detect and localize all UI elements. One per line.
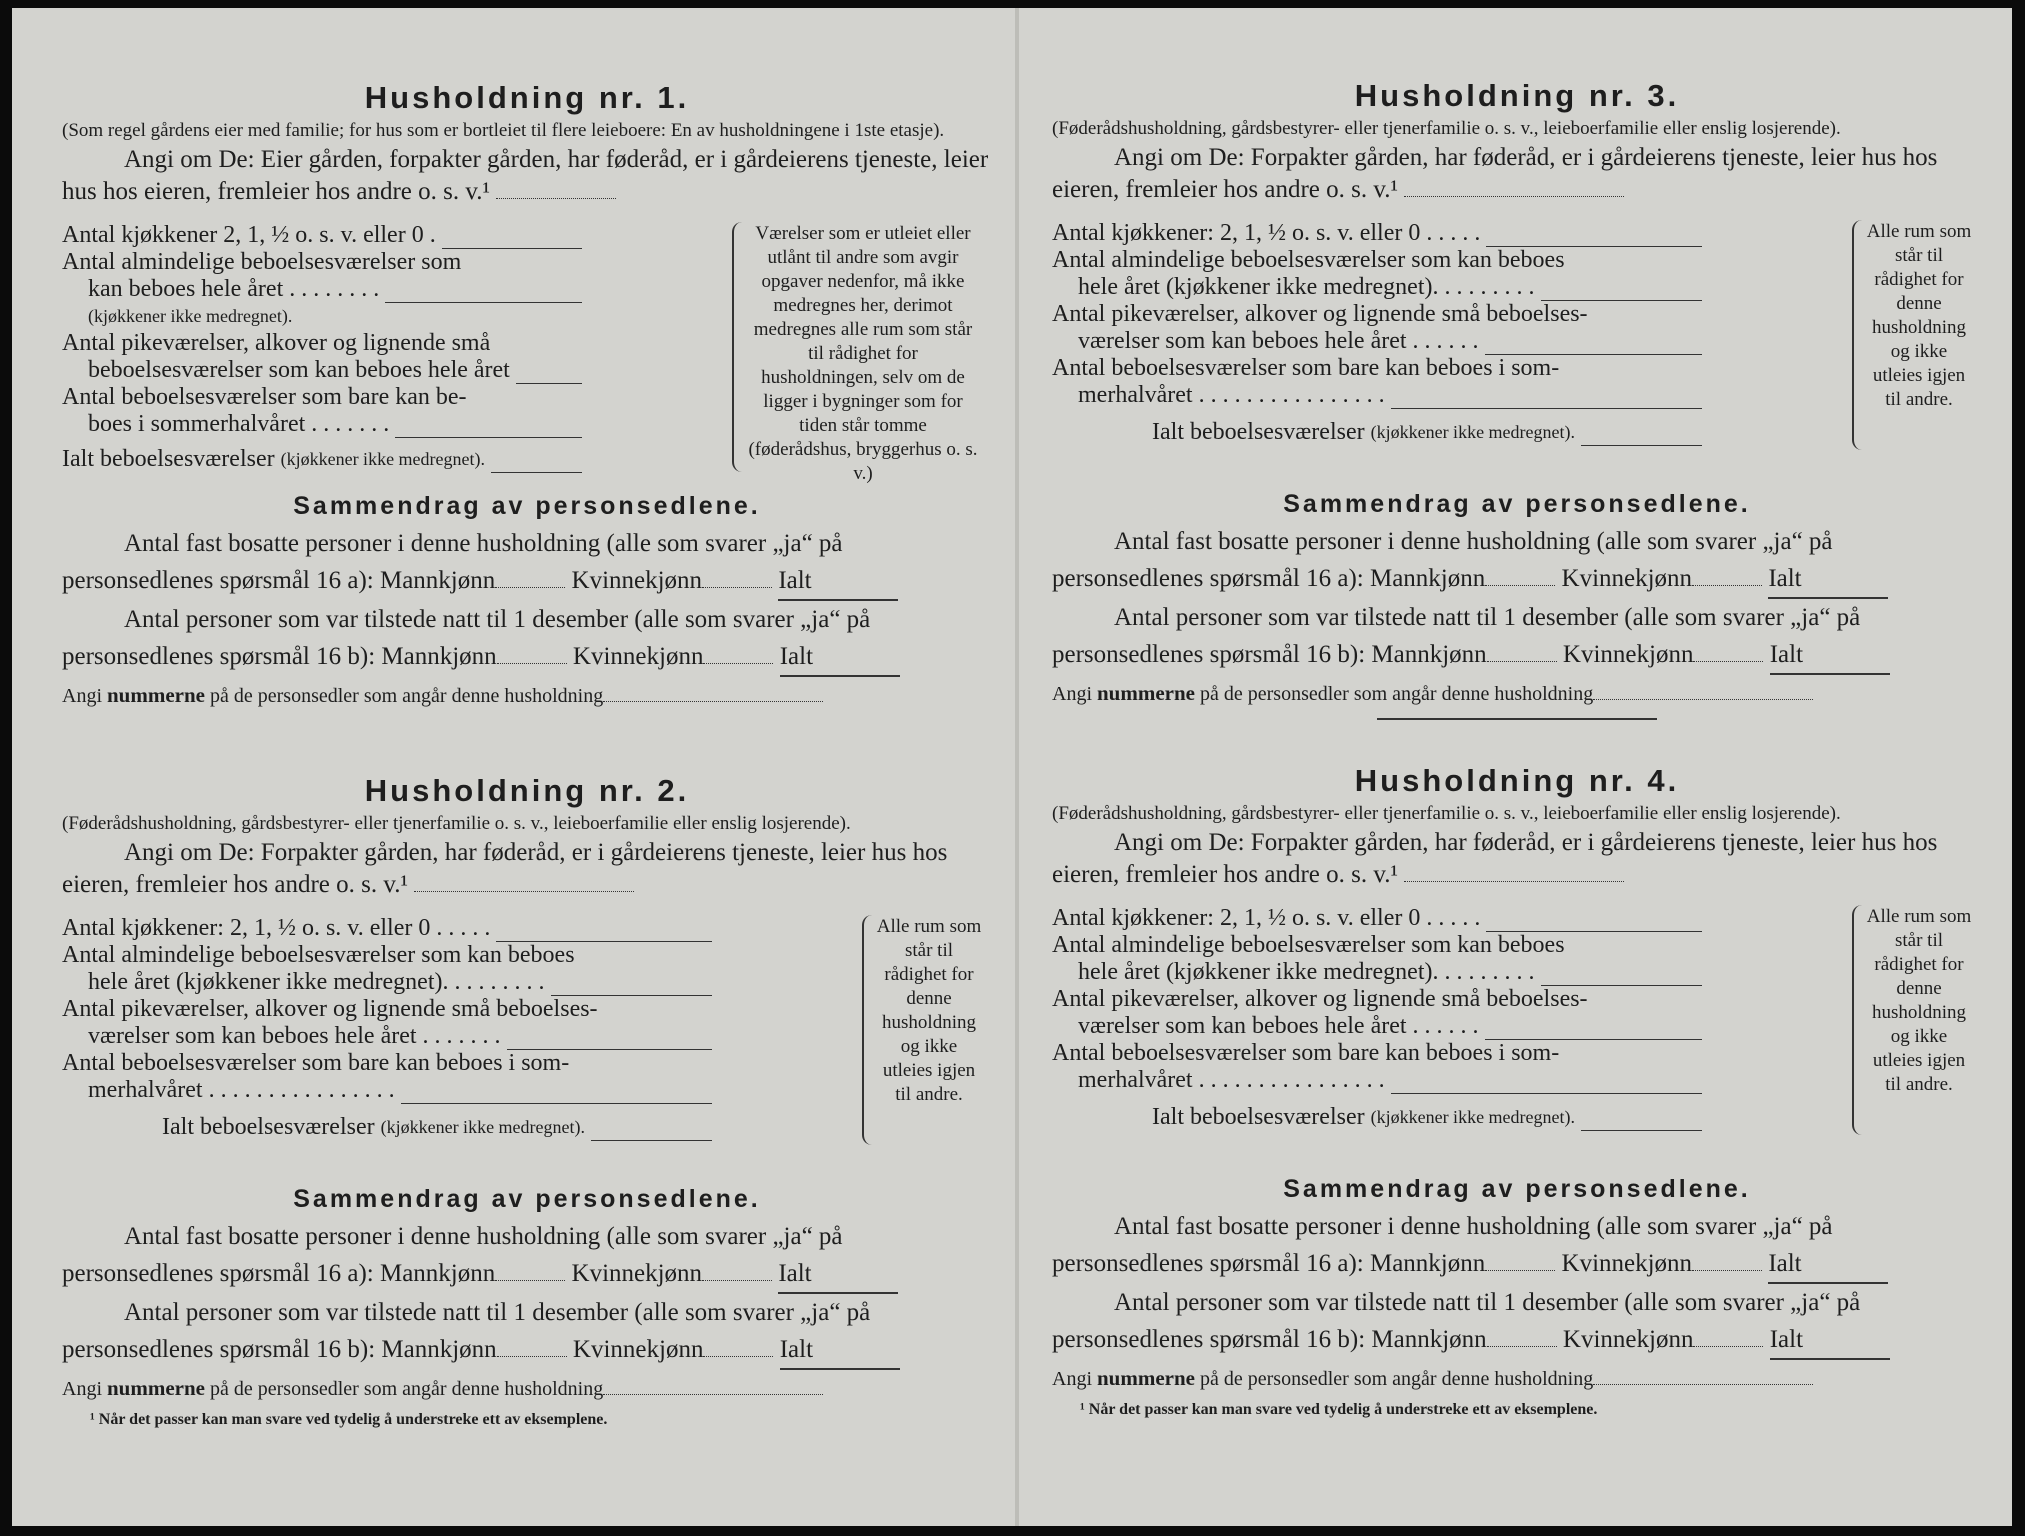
- male-field[interactable]: [497, 657, 567, 664]
- summer-rooms-field[interactable]: [401, 1101, 712, 1104]
- census-form-sheet: [12, 8, 2012, 1526]
- household-3-question: Angi om De: Forpakter gården, har føderåd, er i gårdeierens tjeneste, leier hus hos eieren, fremleier hos andre o. s. v.¹: [1052, 144, 1938, 203]
- total-rooms-field[interactable]: [1581, 1128, 1702, 1131]
- slip-numbers-field[interactable]: [1593, 691, 1813, 700]
- summary-title: Sammendrag av personsedlene.: [293, 1185, 761, 1213]
- female-field[interactable]: [703, 1350, 773, 1357]
- household-1: [62, 80, 992, 708]
- male-field[interactable]: [1487, 1340, 1557, 1347]
- household-3-note: (Føderådshusholdning, gårdsbestyrer- eller tjenerfamilie o. s. v., leieboerfamilie eller enslig losjerende).: [1052, 118, 1841, 139]
- total-rooms-field[interactable]: [1581, 443, 1702, 446]
- total-field[interactable]: Ialt: [1770, 1321, 1890, 1360]
- total-rooms-field[interactable]: [591, 1138, 712, 1141]
- female-field[interactable]: [702, 1274, 772, 1281]
- household-4-question: Angi om De: Forpakter gården, har føderåd, er i gårdeierens tjeneste, leier hus hos eieren, fremleier hos andre o. s. v.¹: [1052, 829, 1938, 888]
- brace: [1852, 220, 1864, 450]
- answer-line[interactable]: [414, 883, 634, 892]
- room-fields: Antal kjøkkener: 2, 1, ½ o. s. v. eller 0 . . . . . Antal almindelige beboelsesværelser som kan beboes hele året (kjøkkener ikke medregnet). . . . . . . . . Antal pikeværelser, alkover og lignende små beboelses- værelser som kan beboes hele året . . . . . . . Antal beboelsesværelser som bare kan beboes i som- merhalvåret . . . . . . . . . . . . . . . . Ialt beboelsesværelser (kjøkkener ikke medregnet).: [62, 915, 712, 1141]
- household-2: [62, 773, 992, 1429]
- household-3-title: Husholdning nr. 3.: [1354, 78, 1680, 113]
- male-field[interactable]: [1485, 579, 1555, 586]
- room-fields: Antal kjøkkener 2, 1, ½ o. s. v. eller 0 . Antal almindelige beboelsesværelser som kan beboes hele året . . . . . . . . (kjøkkener ikke medregnet). Antal pikeværelser, alkover og lignende små beboelsesværelser som kan beboes hele året Antal beboelsesværelser som bare kan be- boes i sommerhalvåret . . . . . . . Ialt beboelsesværelser (kjøkkener ikke medregnet).: [62, 222, 582, 473]
- household-4-note: (Føderådshusholdning, gårdsbestyrer- eller tjenerfamilie o. s. v., leieboerfamilie eller enslig losjerende).: [1052, 803, 1841, 824]
- male-field[interactable]: [495, 581, 565, 588]
- female-field[interactable]: [702, 581, 772, 588]
- slip-numbers: Angi nummerne på de personsedler som angår denne husholdning: [1052, 681, 1982, 706]
- total-field[interactable]: Ialt: [778, 562, 898, 601]
- ordinary-rooms-row: hele året (kjøkkener ikke medregnet). . . . . . . . .: [1052, 274, 1702, 301]
- brace: [1852, 905, 1864, 1135]
- summary-present: Antal personer som var tilstede natt til 1 desember (alle som svarer „ja“ på personsedlenes spørsmål 16 b): Mannkjønn Kvinnekjønn Ialt: [1052, 599, 1982, 675]
- answer-line[interactable]: [496, 190, 616, 199]
- page-fold: [1015, 8, 1019, 1526]
- maid-rooms-row: værelser som kan beboes hele året . . . . . . .: [62, 1023, 712, 1050]
- total-field[interactable]: Ialt: [1768, 1245, 1888, 1284]
- kitchens-row: Antal kjøkkener: 2, 1, ½ o. s. v. eller 0 . . . . .: [1052, 220, 1702, 247]
- total-rooms-field[interactable]: [491, 470, 582, 473]
- maid-rooms-field[interactable]: [516, 381, 582, 384]
- ordinary-rooms-row: hele året (kjøkkener ikke medregnet). . . . . . . . .: [1052, 959, 1702, 986]
- summer-rooms-row: merhalvåret . . . . . . . . . . . . . . . .: [62, 1077, 712, 1104]
- room-fields: Antal kjøkkener: 2, 1, ½ o. s. v. eller 0 . . . . . Antal almindelige beboelsesværelser som kan beboes hele året (kjøkkener ikke medregnet). . . . . . . . . Antal pikeværelser, alkover og lignende små beboelses- værelser som kan beboes hele året . . . . . . Antal beboelsesværelser som bare kan beboes i som- merhalvåret . . . . . . . . . . . . . . . . Ialt beboelsesværelser (kjøkkener ikke medregnet).: [1052, 220, 1702, 446]
- kitchens-row: Antal kjøkkener 2, 1, ½ o. s. v. eller 0 .: [62, 222, 582, 249]
- household-4-title: Husholdning nr. 4.: [1354, 763, 1680, 798]
- summary-resident: Antal fast bosatte personer i denne husholdning (alle som svarer „ja“ på personsedlenes spørsmål 16 a): Mannkjønn Kvinnekjønn Ialt: [1052, 1208, 1982, 1284]
- slip-numbers-field[interactable]: [603, 1386, 823, 1395]
- summary-resident: Antal fast bosatte personer i denne husholdning (alle som svarer „ja“ på personsedlenes spørsmål 16 a): Mannkjønn Kvinnekjønn Ialt: [62, 1218, 992, 1294]
- summer-rooms-row: merhalvåret . . . . . . . . . . . . . . . .: [1052, 382, 1702, 409]
- household-3: [1052, 78, 1982, 720]
- brace: [862, 915, 874, 1145]
- brace: [732, 222, 744, 472]
- male-field[interactable]: [495, 1274, 565, 1281]
- slip-numbers-field[interactable]: [603, 693, 823, 702]
- household-2-rooms: [62, 915, 992, 1175]
- female-field[interactable]: [1692, 1264, 1762, 1271]
- summer-rooms-field[interactable]: [395, 435, 582, 438]
- summer-rooms-row: boes i sommerhalvåret . . . . . . .: [62, 411, 582, 438]
- household-1-title: Husholdning nr. 1.: [364, 80, 690, 115]
- room-fields: Antal kjøkkener: 2, 1, ½ o. s. v. eller 0 . . . . . Antal almindelige beboelsesværelser som kan beboes hele året (kjøkkener ikke medregnet). . . . . . . . . Antal pikeværelser, alkover og lignende små beboelses- værelser som kan beboes hele året . . . . . . Antal beboelsesværelser som bare kan beboes i som- merhalvåret . . . . . . . . . . . . . . . . Ialt beboelsesværelser (kjøkkener ikke medregnet).: [1052, 905, 1702, 1131]
- summer-rooms-row: merhalvåret . . . . . . . . . . . . . . . .: [1052, 1067, 1702, 1094]
- household-2-sidenote: Alle rum som står til rådighet for denne husholdning og ikke utleies igjen til andre.: [876, 916, 982, 1105]
- kitchens-row: Antal kjøkkener: 2, 1, ½ o. s. v. eller 0 . . . . .: [62, 915, 712, 942]
- maid-rooms-row: beboelsesværelser som kan beboes hele året: [62, 357, 582, 384]
- ordinary-rooms-field[interactable]: [385, 300, 582, 303]
- slip-numbers: Angi nummerne på de personsedler som angår denne husholdning: [1052, 1366, 1982, 1391]
- total-rooms-row: Ialt beboelsesværelser (kjøkkener ikke medregnet).: [1052, 419, 1702, 446]
- female-field[interactable]: [1693, 655, 1763, 662]
- total-rooms-row: Ialt beboelsesværelser (kjøkkener ikke medregnet).: [62, 1114, 712, 1141]
- household-2-note: (Føderådshusholdning, gårdsbestyrer- eller tjenerfamilie o. s. v., leieboerfamilie eller enslig losjerende).: [62, 813, 851, 834]
- household-2-question: Angi om De: Forpakter gården, har føderåd, er i gårdeierens tjeneste, leier hus hos eieren, fremleier hos andre o. s. v.¹: [62, 839, 948, 898]
- male-field[interactable]: [1485, 1264, 1555, 1271]
- slip-numbers: Angi nummerne på de personsedler som angår denne husholdning: [62, 683, 992, 708]
- ordinary-rooms-row: hele året (kjøkkener ikke medregnet). . . . . . . . .: [62, 969, 712, 996]
- summary-title: Sammendrag av personsedlene.: [1283, 490, 1751, 518]
- summary-present: Antal personer som var tilstede natt til 1 desember (alle som svarer „ja“ på personsedlenes spørsmål 16 b): Mannkjønn Kvinnekjønn Ialt: [62, 1294, 992, 1370]
- total-field[interactable]: Ialt: [1770, 636, 1890, 675]
- household-4: [1052, 763, 1982, 1419]
- household-2-title: Husholdning nr. 2.: [364, 773, 690, 808]
- summary-title: Sammendrag av personsedlene.: [1283, 1175, 1751, 1203]
- household-4-sidenote: Alle rum som står til rådighet for denne husholdning og ikke utleies igjen til andre.: [1866, 906, 1972, 1095]
- total-field[interactable]: Ialt: [780, 1331, 900, 1370]
- left-page: [62, 8, 992, 1526]
- total-rooms-row: Ialt beboelsesværelser (kjøkkener ikke medregnet).: [62, 446, 582, 473]
- summer-rooms-field[interactable]: [1391, 1091, 1702, 1094]
- ordinary-rooms-row: kan beboes hele året . . . . . . . .: [62, 276, 582, 303]
- footnote: ¹ Når det passer kan man svare ved tydelig å understreke ett av eksemplene.: [90, 1411, 608, 1428]
- maid-rooms-row: værelser som kan beboes hele året . . . . . .: [1052, 1013, 1702, 1040]
- right-page: [1052, 8, 1982, 1526]
- household-1-rooms: [62, 222, 992, 482]
- kitchens-field[interactable]: [442, 246, 582, 249]
- household-1-question: Angi om De: Eier gården, forpakter gården, har føderåd, er i gårdeierens tjeneste, leier hus hos eieren, fremleier hos andre o. s. v.¹: [62, 146, 989, 205]
- household-3-rooms: [1052, 220, 1982, 480]
- answer-line[interactable]: [1404, 188, 1624, 197]
- summary-resident: Antal fast bosatte personer i denne husholdning (alle som svarer „ja“ på personsedlenes spørsmål 16 a): Mannkjønn Kvinnekjønn Ialt: [1052, 523, 1982, 599]
- total-rooms-row: Ialt beboelsesværelser (kjøkkener ikke medregnet).: [1052, 1104, 1702, 1131]
- household-1-note: (Som regel gårdens eier med familie; for hus som er bortleiet til flere leieboere: En av husholdningene i 1ste etasje).: [62, 120, 945, 141]
- total-field[interactable]: Ialt: [1768, 560, 1888, 599]
- household-4-rooms: [1052, 905, 1982, 1165]
- kitchens-row: Antal kjøkkener: 2, 1, ½ o. s. v. eller 0 . . . . .: [1052, 905, 1702, 932]
- total-field[interactable]: Ialt: [778, 1255, 898, 1294]
- female-field[interactable]: [703, 657, 773, 664]
- divider: [1377, 718, 1657, 720]
- female-field[interactable]: [1693, 1340, 1763, 1347]
- male-field[interactable]: [497, 1350, 567, 1357]
- summer-rooms-field[interactable]: [1391, 406, 1702, 409]
- male-field[interactable]: [1487, 655, 1557, 662]
- female-field[interactable]: [1692, 579, 1762, 586]
- slip-numbers: Angi nummerne på de personsedler som angår denne husholdning: [62, 1376, 992, 1401]
- footnote: ¹ Når det passer kan man svare ved tydelig å understreke ett av eksemplene.: [1080, 1401, 1598, 1418]
- household-3-sidenote: Alle rum som står til rådighet for denne husholdning og ikke utleies igjen til andre.: [1866, 221, 1972, 410]
- slip-numbers-field[interactable]: [1593, 1376, 1813, 1385]
- summary-resident: Antal fast bosatte personer i denne husholdning (alle som svarer „ja“ på personsedlenes spørsmål 16 a): Mannkjønn Kvinnekjønn Ialt: [62, 525, 992, 601]
- total-field[interactable]: Ialt: [780, 638, 900, 677]
- answer-line[interactable]: [1404, 873, 1624, 882]
- summary-present: Antal personer som var tilstede natt til 1 desember (alle som svarer „ja“ på personsedlenes spørsmål 16 b): Mannkjønn Kvinnekjønn Ialt: [1052, 1284, 1982, 1360]
- household-1-sidenote: Værelser som er utleiet eller utlånt til andre som avgir opgaver nedenfor, må ikke medregnes her, derimot medregnes alle rum som står til rådighet for husholdningen, selv om de ligger i bygninger som for tiden står tomme (føderådshus, bryggerhus o. s. v.): [748, 223, 978, 484]
- maid-rooms-row: værelser som kan beboes hele året . . . . . .: [1052, 328, 1702, 355]
- summary-title: Sammendrag av personsedlene.: [293, 492, 761, 520]
- summary-present: Antal personer som var tilstede natt til 1 desember (alle som svarer „ja“ på personsedlenes spørsmål 16 b): Mannkjønn Kvinnekjønn Ialt: [62, 601, 992, 677]
